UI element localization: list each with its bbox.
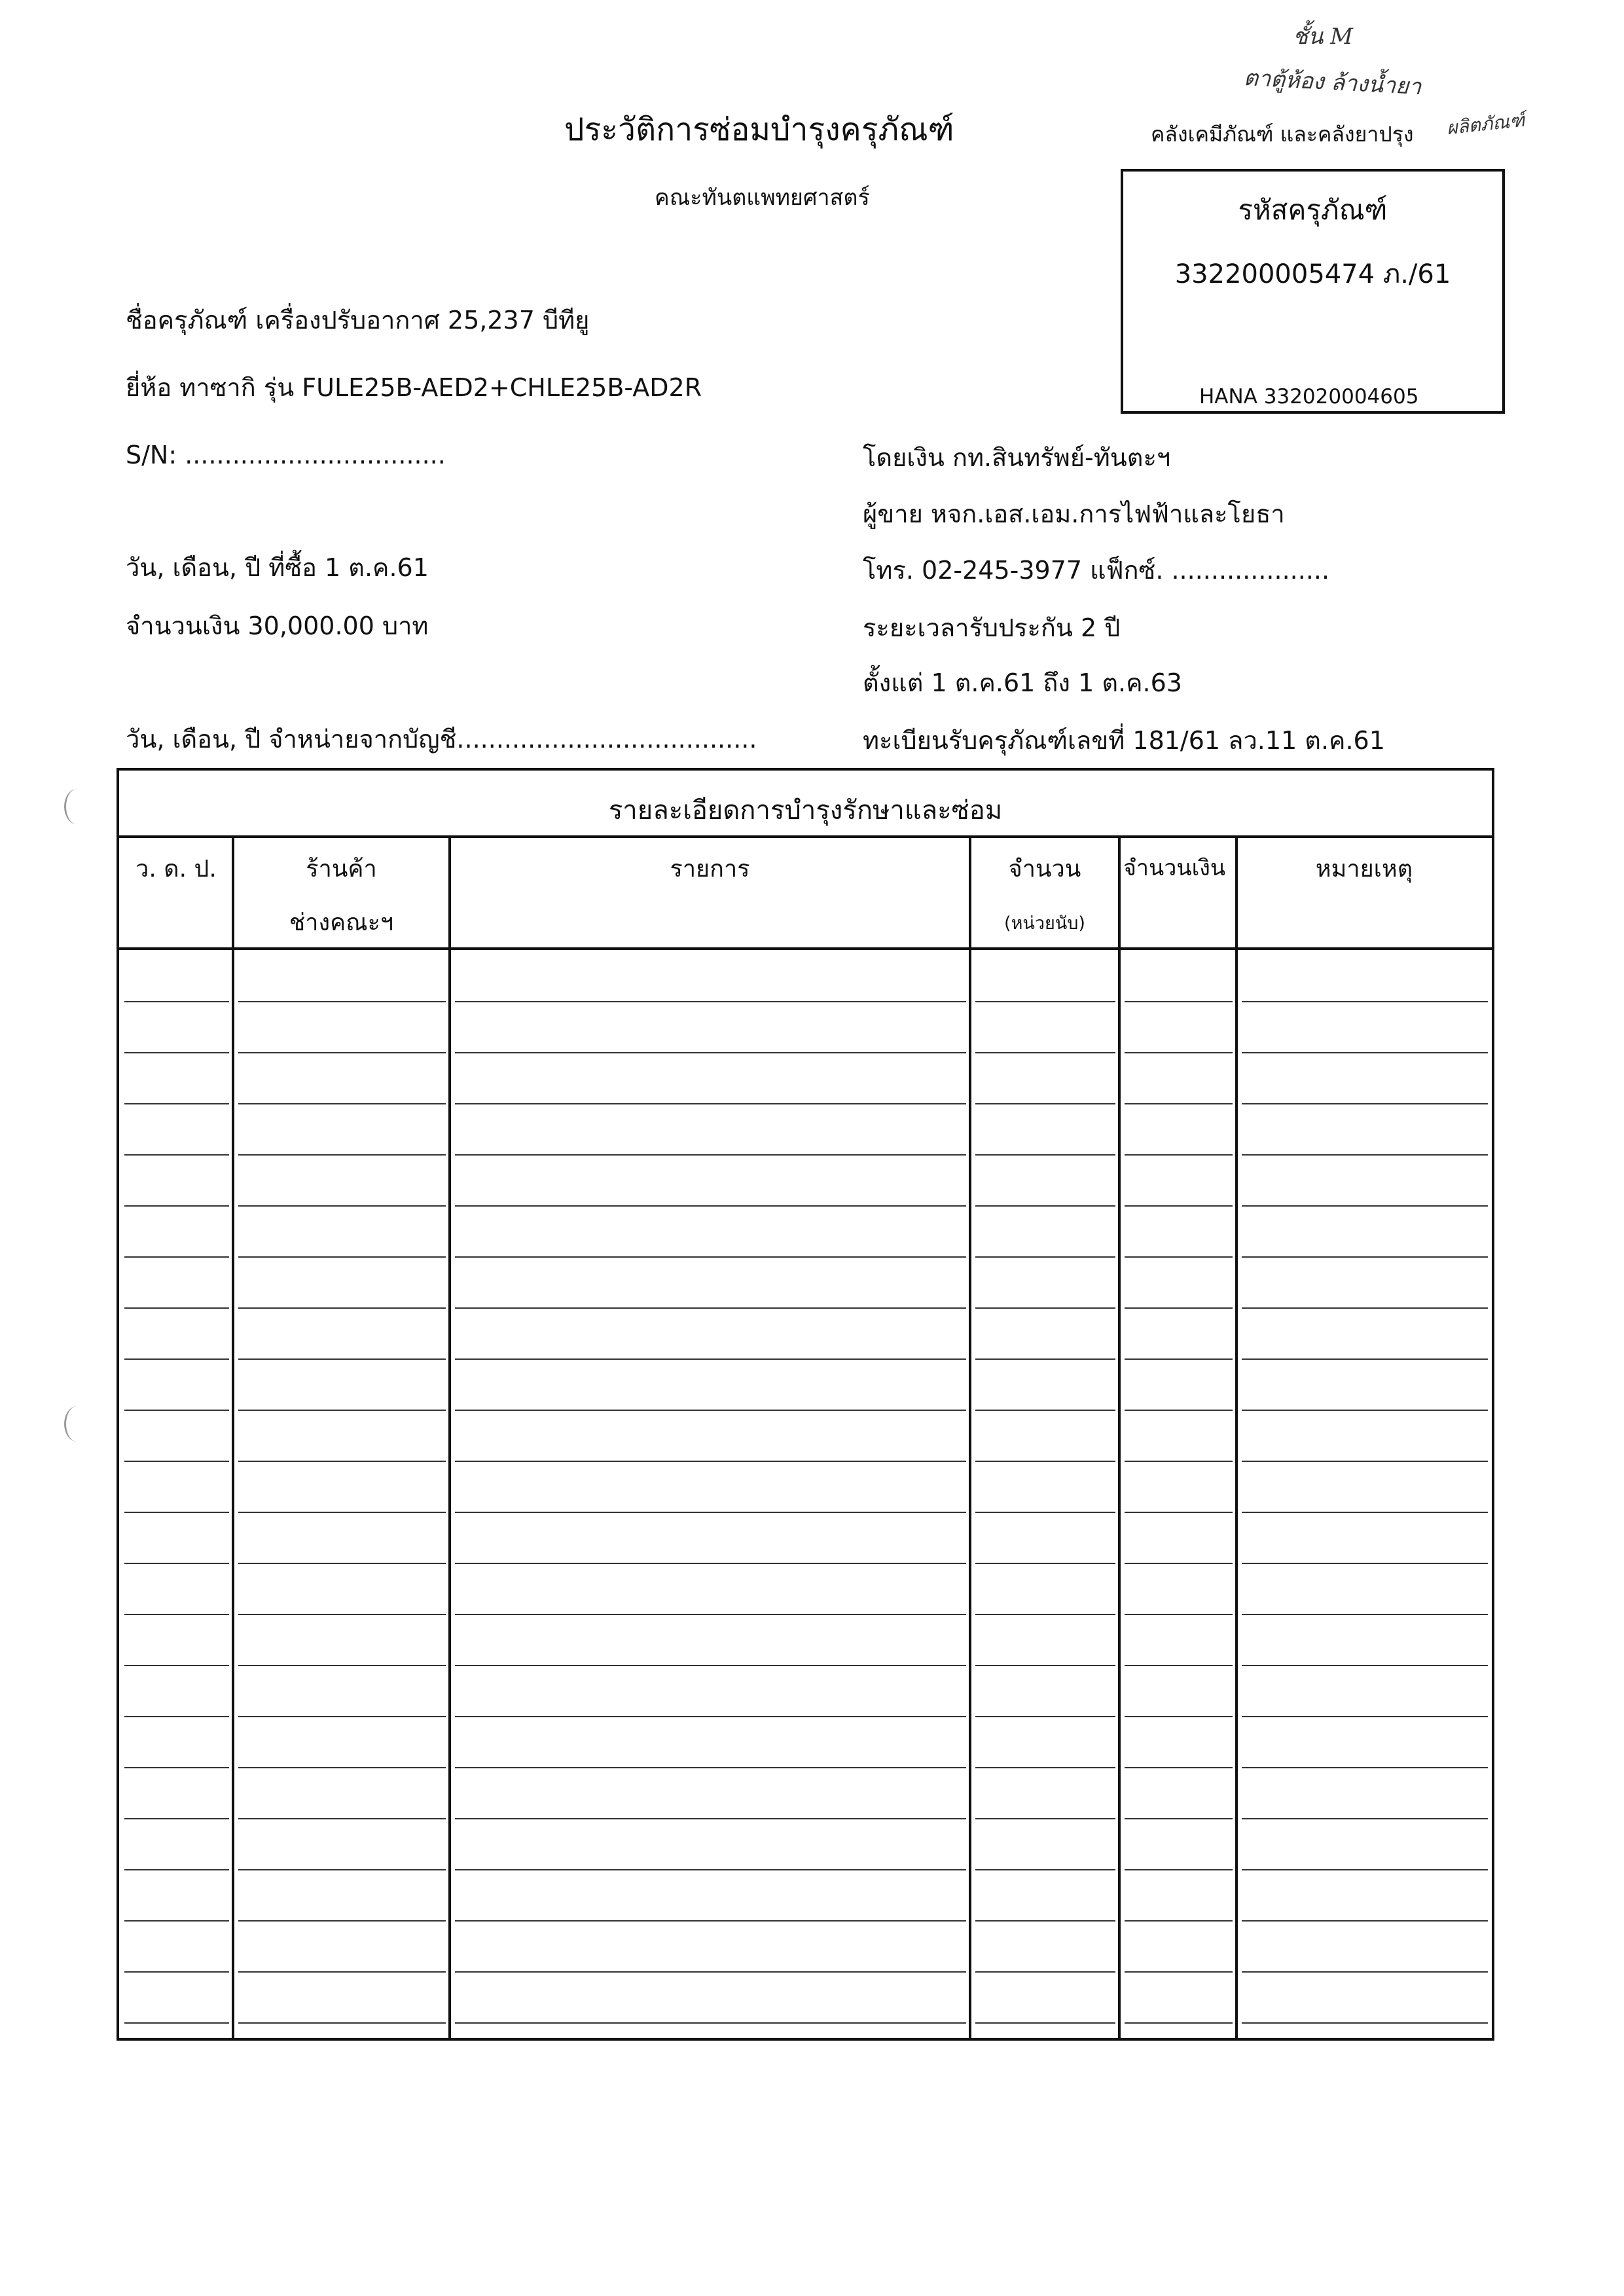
serial-number-field: S/N: ................................. (126, 441, 446, 469)
asset-name-field: ชื่อครุภัณฑ์ เครื่องปรับอากาศ 25,237 บีทียู (126, 306, 590, 335)
table-row-line (455, 1512, 966, 1513)
table-row-line (975, 1052, 1115, 1053)
table-cell-date[interactable] (122, 1052, 230, 1103)
column-header-shop-technician: ร้านค้า (306, 856, 377, 883)
asset-code-value: 332200005474 ภ./61 (1174, 259, 1451, 289)
table-cell-item-description[interactable] (452, 1869, 967, 1920)
table-row-line (455, 1971, 966, 1973)
table-row-line (975, 1767, 1115, 1768)
table-cell-quantity[interactable] (973, 950, 1117, 1001)
table-row-line (1242, 1358, 1488, 1360)
disposal-date-field: วัน, เดือน, ปี จำหน่ายจากบัญชี...................................... (126, 725, 757, 754)
handwritten-note-line-2: ตาตู้ห้อง ล้างน้ำยา (1243, 64, 1422, 101)
table-row-line (124, 1052, 229, 1053)
table-row-line (1125, 1307, 1233, 1309)
column-header-amount: จำนวนเงิน (1123, 855, 1226, 881)
table-cell-shop-technician[interactable] (236, 1767, 447, 1818)
table-row-line (975, 1001, 1115, 1002)
table-cell-date[interactable] (122, 1971, 230, 2022)
table-row-line (238, 1665, 446, 1666)
table-row-line (1125, 1205, 1233, 1207)
table-cell-quantity[interactable] (973, 1920, 1117, 1971)
table-row-line (975, 1256, 1115, 1258)
table-row-line (975, 1205, 1115, 1207)
table-cell-date[interactable] (122, 1563, 230, 1614)
column-header-remarks: หมายเหตุ (1315, 856, 1413, 883)
table-cell-remarks[interactable] (1239, 1461, 1489, 1512)
table-cell-amount[interactable] (1122, 1971, 1234, 2022)
table-cell-item-description[interactable] (452, 1256, 967, 1307)
table-cell-quantity[interactable] (973, 1154, 1117, 1205)
maintenance-table (117, 768, 1494, 2041)
table-cell-date[interactable] (122, 1205, 230, 1256)
table-row-line (238, 1869, 446, 1870)
table-row-line (1125, 1512, 1233, 1513)
table-row-line (1242, 1154, 1488, 1156)
table-row-line (238, 1001, 446, 1002)
registration-field: ทะเบียนรับครุภัณฑ์เลขที่ 181/61 ลว.11 ต.ค.61 (863, 726, 1385, 755)
table-row-line (238, 1052, 446, 1053)
table-cell-remarks[interactable] (1239, 1052, 1489, 1103)
table-cell-date[interactable] (122, 1461, 230, 1512)
table-row-line (455, 1256, 966, 1258)
table-row-line (1242, 1103, 1488, 1104)
faculty-name: คณะทันตแพทยศาสตร์ (655, 185, 870, 211)
table-row-line (975, 1971, 1115, 1973)
table-row-line (1242, 1767, 1488, 1768)
table-cell-amount[interactable] (1122, 1461, 1234, 1512)
column-header-item-description: รายการ (670, 856, 750, 883)
table-row-line (238, 1716, 446, 1717)
table-row-line (975, 1103, 1115, 1104)
table-cell-amount[interactable] (1122, 1716, 1234, 1767)
table-row-line (1125, 1461, 1233, 1462)
table-cell-remarks[interactable] (1239, 1563, 1489, 1614)
table-row-line (455, 1001, 966, 1002)
table-row-line (455, 1716, 966, 1717)
table-cell-item-description[interactable] (452, 1971, 967, 2022)
table-row-line (1125, 1256, 1233, 1258)
table-cell-date[interactable] (122, 1103, 230, 1154)
table-row-line (124, 1818, 229, 1819)
column-subheader-shop-technician: ช่างคณะฯ (289, 909, 394, 936)
table-cell-quantity[interactable] (973, 1665, 1117, 1716)
table-cell-remarks[interactable] (1239, 1358, 1489, 1410)
table-cell-quantity[interactable] (973, 1563, 1117, 1614)
table-cell-shop-technician[interactable] (236, 1971, 447, 2022)
table-cell-remarks[interactable] (1239, 1716, 1489, 1767)
table-cell-remarks[interactable] (1239, 1154, 1489, 1205)
table-cell-quantity[interactable] (973, 1205, 1117, 1256)
column-subheader-quantity: (หน่วยนับ) (1004, 913, 1085, 934)
table-cell-remarks[interactable] (1239, 1818, 1489, 1869)
table-cell-shop-technician[interactable] (236, 1614, 447, 1665)
table-row-line (124, 2022, 229, 2024)
table-cell-amount[interactable] (1122, 950, 1234, 1001)
table-cell-date[interactable] (122, 1256, 230, 1307)
table-cell-shop-technician[interactable] (236, 1001, 447, 1052)
table-row-line (975, 1716, 1115, 1717)
table-cell-shop-technician[interactable] (236, 1716, 447, 1767)
table-row-line (1125, 1614, 1233, 1615)
table-cell-item-description[interactable] (452, 1920, 967, 1971)
table-cell-shop-technician[interactable] (236, 1154, 447, 1205)
table-row-line (455, 1869, 966, 1870)
table-cell-date[interactable] (122, 1001, 230, 1052)
table-row-line (455, 1818, 966, 1819)
table-cell-date[interactable] (122, 1358, 230, 1410)
hana-code: HANA 332020004605 (1199, 385, 1419, 409)
table-row-line (1242, 1001, 1488, 1002)
table-cell-amount[interactable] (1122, 1001, 1234, 1052)
table-row-line (238, 1154, 446, 1156)
brand-model-field: ยี่ห้อ ทาซากิ รุ่น FULE25B-AED2+CHLE25B-AD2R (126, 373, 702, 402)
table-row-line (1242, 1716, 1488, 1717)
table-row-line (238, 1103, 446, 1104)
table-cell-remarks[interactable] (1239, 1869, 1489, 1920)
table-cell-quantity[interactable] (973, 1818, 1117, 1869)
table-row-line (238, 2022, 446, 2024)
table-row-line (1242, 1869, 1488, 1870)
table-cell-remarks[interactable] (1239, 1920, 1489, 1971)
table-cell-remarks[interactable] (1239, 1767, 1489, 1818)
table-title-row (119, 771, 1492, 838)
column-divider (1118, 835, 1121, 2038)
table-cell-amount[interactable] (1122, 1614, 1234, 1665)
table-row-line (238, 1512, 446, 1513)
table-cell-quantity[interactable] (973, 2022, 1117, 2038)
table-cell-quantity[interactable] (973, 1001, 1117, 1052)
table-row-line (975, 1512, 1115, 1513)
table-row-line (975, 1358, 1115, 1360)
table-cell-remarks[interactable] (1239, 1256, 1489, 1307)
table-row-line (455, 1358, 966, 1360)
table-cell-shop-technician[interactable] (236, 2022, 447, 2038)
table-cell-remarks[interactable] (1239, 1103, 1489, 1154)
table-row-line (1125, 1001, 1233, 1002)
table-cell-shop-technician[interactable] (236, 1512, 447, 1563)
table-cell-shop-technician[interactable] (236, 1563, 447, 1614)
table-row-line (455, 1461, 966, 1462)
table-row-line (238, 1256, 446, 1258)
table-row-line (1242, 2022, 1488, 2024)
table-cell-quantity[interactable] (973, 1716, 1117, 1767)
table-cell-amount[interactable] (1122, 1052, 1234, 1103)
table-cell-item-description[interactable] (452, 1461, 967, 1512)
table-row-line (124, 1665, 229, 1666)
table-cell-shop-technician[interactable] (236, 1307, 447, 1358)
table-cell-remarks[interactable] (1239, 1512, 1489, 1563)
table-cell-shop-technician[interactable] (236, 1205, 447, 1256)
column-divider (448, 835, 451, 2038)
table-row-line (1242, 1665, 1488, 1666)
table-cell-date[interactable] (122, 950, 230, 1001)
table-cell-date[interactable] (122, 1920, 230, 1971)
table-row-line (1125, 1920, 1233, 1922)
table-row-line (238, 1205, 446, 1207)
table-title: รายละเอียดการบำรุงรักษาและซ่อม (608, 795, 1003, 826)
table-cell-shop-technician[interactable] (236, 1410, 447, 1461)
table-row-line (238, 1767, 446, 1768)
table-row-line (1125, 2022, 1233, 2024)
table-row-line (455, 1920, 966, 1922)
seller-field: ผู้ขาย หจก.เอส.เอม.การไฟฟ้าและโยธา (863, 500, 1285, 528)
table-row-line (124, 1716, 229, 1717)
table-row-line (975, 1563, 1115, 1564)
table-row-line (455, 1767, 966, 1768)
table-cell-amount[interactable] (1122, 1818, 1234, 1869)
table-cell-amount[interactable] (1122, 1869, 1234, 1920)
table-cell-remarks[interactable] (1239, 950, 1489, 1001)
table-row-line (238, 1614, 446, 1615)
table-cell-item-description[interactable] (452, 950, 967, 1001)
table-row-line (124, 1869, 229, 1870)
table-cell-shop-technician[interactable] (236, 1665, 447, 1716)
table-row-line (238, 1563, 446, 1564)
table-row-line (124, 1103, 229, 1104)
table-cell-item-description[interactable] (452, 1307, 967, 1358)
table-row-line (975, 1665, 1115, 1666)
table-cell-quantity[interactable] (973, 1410, 1117, 1461)
table-row-line (455, 1205, 966, 1207)
table-cell-shop-technician[interactable] (236, 1052, 447, 1103)
table-row-line (124, 1001, 229, 1002)
table-cell-date[interactable] (122, 1869, 230, 1920)
table-cell-amount[interactable] (1122, 1920, 1234, 1971)
table-row-line (455, 1154, 966, 1156)
table-cell-remarks[interactable] (1239, 1410, 1489, 1461)
table-row-line (238, 1920, 446, 1922)
table-row-line (1242, 1307, 1488, 1309)
table-row-line (1125, 1665, 1233, 1666)
table-cell-quantity[interactable] (973, 1256, 1117, 1307)
purchase-date-field: วัน, เดือน, ปี ที่ซื้อ 1 ต.ค.61 (126, 553, 429, 582)
table-row-line (124, 1256, 229, 1258)
asset-code-label: รหัสครุภัณฑ์ (1238, 194, 1388, 226)
table-cell-quantity[interactable] (973, 1358, 1117, 1410)
table-cell-item-description[interactable] (452, 1154, 967, 1205)
table-row-line (238, 1818, 446, 1819)
table-row-line (1125, 1818, 1233, 1819)
table-cell-amount[interactable] (1122, 1563, 1234, 1614)
table-row-line (124, 1614, 229, 1615)
table-row-line (455, 1052, 966, 1053)
table-cell-date[interactable] (122, 2022, 230, 2038)
table-row-line (124, 1971, 229, 1973)
table-cell-shop-technician[interactable] (236, 1920, 447, 1971)
table-cell-quantity[interactable] (973, 1512, 1117, 1563)
table-cell-date[interactable] (122, 1512, 230, 1563)
table-cell-amount[interactable] (1122, 1512, 1234, 1563)
table-cell-date[interactable] (122, 1818, 230, 1869)
table-cell-amount[interactable] (1122, 1410, 1234, 1461)
table-cell-remarks[interactable] (1239, 2022, 1489, 2038)
table-cell-quantity[interactable] (973, 1461, 1117, 1512)
table-cell-quantity[interactable] (973, 1869, 1117, 1920)
table-cell-quantity[interactable] (973, 1767, 1117, 1818)
table-cell-amount[interactable] (1122, 2022, 1234, 2038)
table-row-line (1242, 1256, 1488, 1258)
table-cell-remarks[interactable] (1239, 1665, 1489, 1716)
handwritten-note-line-3: ผลิตภัณฑ์ (1445, 109, 1526, 139)
table-row-line (1125, 1716, 1233, 1717)
table-cell-shop-technician[interactable] (236, 1256, 447, 1307)
handwritten-note-line-1: ชั้น M (1293, 24, 1353, 50)
column-header-date: ว. ด. ป. (135, 856, 217, 883)
warranty-field: ระยะเวลารับประกัน 2 ปี (863, 613, 1121, 642)
table-cell-amount[interactable] (1122, 1767, 1234, 1818)
table-row-line (124, 1767, 229, 1768)
amount-field: จำนวนเงิน 30,000.00 บาท (126, 611, 429, 640)
table-row-line (124, 1358, 229, 1360)
table-cell-amount[interactable] (1122, 1103, 1234, 1154)
table-row-line (1242, 1461, 1488, 1462)
table-cell-date[interactable] (122, 1614, 230, 1665)
table-row-line (1242, 1818, 1488, 1819)
table-cell-amount[interactable] (1122, 1358, 1234, 1410)
table-row-line (455, 1665, 966, 1666)
column-divider (969, 835, 971, 2038)
table-row-line (238, 1410, 446, 1411)
table-cell-remarks[interactable] (1239, 1307, 1489, 1358)
table-cell-date[interactable] (122, 1767, 230, 1818)
table-row-line (1242, 1052, 1488, 1053)
table-row-line (124, 1461, 229, 1462)
table-cell-shop-technician[interactable] (236, 1461, 447, 1512)
table-row-line (1125, 1052, 1233, 1053)
table-row-line (1125, 1103, 1233, 1104)
table-cell-quantity[interactable] (973, 1971, 1117, 2022)
table-row-line (124, 1512, 229, 1513)
table-row-line (1125, 1869, 1233, 1870)
column-divider (232, 835, 234, 2038)
table-row-line (238, 1358, 446, 1360)
table-cell-item-description[interactable] (452, 1052, 967, 1103)
page-title: ประวัติการซ่อมบำรุงครุภัณฑ์ (564, 111, 954, 148)
table-cell-date[interactable] (122, 1154, 230, 1205)
table-cell-item-description[interactable] (452, 1665, 967, 1716)
table-row-line (238, 1461, 446, 1462)
table-row-line (124, 1920, 229, 1922)
table-row-line (1125, 1767, 1233, 1768)
table-row-line (1242, 1614, 1488, 1615)
table-cell-item-description[interactable] (452, 1614, 967, 1665)
table-cell-amount[interactable] (1122, 1154, 1234, 1205)
table-row-line (455, 2022, 966, 2024)
table-row-line (238, 1307, 446, 1309)
table-row-line (238, 1971, 446, 1973)
table-cell-remarks[interactable] (1239, 1614, 1489, 1665)
store-name: คลังเคมีภัณฑ์ และคลังยาปรุง (1151, 122, 1414, 147)
table-cell-remarks[interactable] (1239, 1971, 1489, 2022)
table-cell-remarks[interactable] (1239, 1001, 1489, 1052)
table-row-line (975, 1614, 1115, 1615)
table-cell-quantity[interactable] (973, 1307, 1117, 1358)
table-cell-amount[interactable] (1122, 1307, 1234, 1358)
table-row-line (1242, 1410, 1488, 1411)
table-cell-amount[interactable] (1122, 1205, 1234, 1256)
table-cell-shop-technician[interactable] (236, 1103, 447, 1154)
table-row-line (124, 1154, 229, 1156)
warranty-period-field: ตั้งแต่ 1 ต.ค.61 ถึง 1 ต.ค.63 (863, 668, 1182, 697)
table-cell-quantity[interactable] (973, 1103, 1117, 1154)
table-cell-item-description[interactable] (452, 1001, 967, 1052)
table-row-line (1242, 1563, 1488, 1564)
table-row-line (124, 1410, 229, 1411)
table-cell-quantity[interactable] (973, 1052, 1117, 1103)
table-row-line (1125, 1563, 1233, 1564)
table-cell-shop-technician[interactable] (236, 1358, 447, 1410)
table-row-line (124, 1205, 229, 1207)
table-row-line (1125, 1410, 1233, 1411)
table-row-line (1242, 1512, 1488, 1513)
table-row-line (975, 1920, 1115, 1922)
phone-fax-field: โทร. 02-245-3977 แฟ็กซ์. .................... (863, 556, 1330, 585)
table-cell-amount[interactable] (1122, 1665, 1234, 1716)
punch-hole-mark (64, 1406, 90, 1442)
table-cell-quantity[interactable] (973, 1614, 1117, 1665)
table-row-line (975, 1461, 1115, 1462)
table-row-line (975, 1410, 1115, 1411)
table-cell-item-description[interactable] (452, 1716, 967, 1767)
table-cell-item-description[interactable] (452, 1818, 967, 1869)
table-cell-item-description[interactable] (452, 1358, 967, 1410)
table-row-line (975, 1818, 1115, 1819)
table-row-line (124, 1563, 229, 1564)
table-row-line (975, 1154, 1115, 1156)
table-row-line (455, 1103, 966, 1104)
table-row-line (975, 1307, 1115, 1309)
column-divider (1235, 835, 1238, 2038)
table-header-row (119, 835, 1492, 950)
table-cell-item-description[interactable] (452, 1103, 967, 1154)
table-cell-item-description[interactable] (452, 1563, 967, 1614)
table-row-line (455, 1614, 966, 1615)
table-cell-date[interactable] (122, 1716, 230, 1767)
table-row-line (455, 1307, 966, 1309)
table-cell-shop-technician[interactable] (236, 1818, 447, 1869)
table-cell-date[interactable] (122, 1665, 230, 1716)
table-row-line (455, 1410, 966, 1411)
funding-source-field: โดยเงิน กท.สินทรัพย์-ทันตะฯ (863, 443, 1171, 472)
table-cell-item-description[interactable] (452, 1512, 967, 1563)
table-cell-shop-technician[interactable] (236, 950, 447, 1001)
table-cell-date[interactable] (122, 1307, 230, 1358)
table-cell-shop-technician[interactable] (236, 1869, 447, 1920)
table-cell-item-description[interactable] (452, 1205, 967, 1256)
table-row-line (1242, 1920, 1488, 1922)
table-row-line (1242, 1205, 1488, 1207)
punch-hole-mark (64, 789, 90, 824)
asset-code-box (1121, 169, 1505, 414)
table-row-line (1125, 1154, 1233, 1156)
table-cell-date[interactable] (122, 1410, 230, 1461)
table-row-line (975, 1869, 1115, 1870)
table-cell-remarks[interactable] (1239, 1205, 1489, 1256)
table-row-line (455, 1563, 966, 1564)
table-row-line (124, 1307, 229, 1309)
table-cell-item-description[interactable] (452, 1767, 967, 1818)
column-header-quantity: จำนวน (1008, 856, 1081, 883)
table-row-line (975, 2022, 1115, 2024)
table-cell-item-description[interactable] (452, 2022, 967, 2038)
table-cell-amount[interactable] (1122, 1256, 1234, 1307)
table-row-line (1125, 1971, 1233, 1973)
table-row-line (1125, 1358, 1233, 1360)
table-cell-item-description[interactable] (452, 1410, 967, 1461)
table-row-line (1242, 1971, 1488, 1973)
